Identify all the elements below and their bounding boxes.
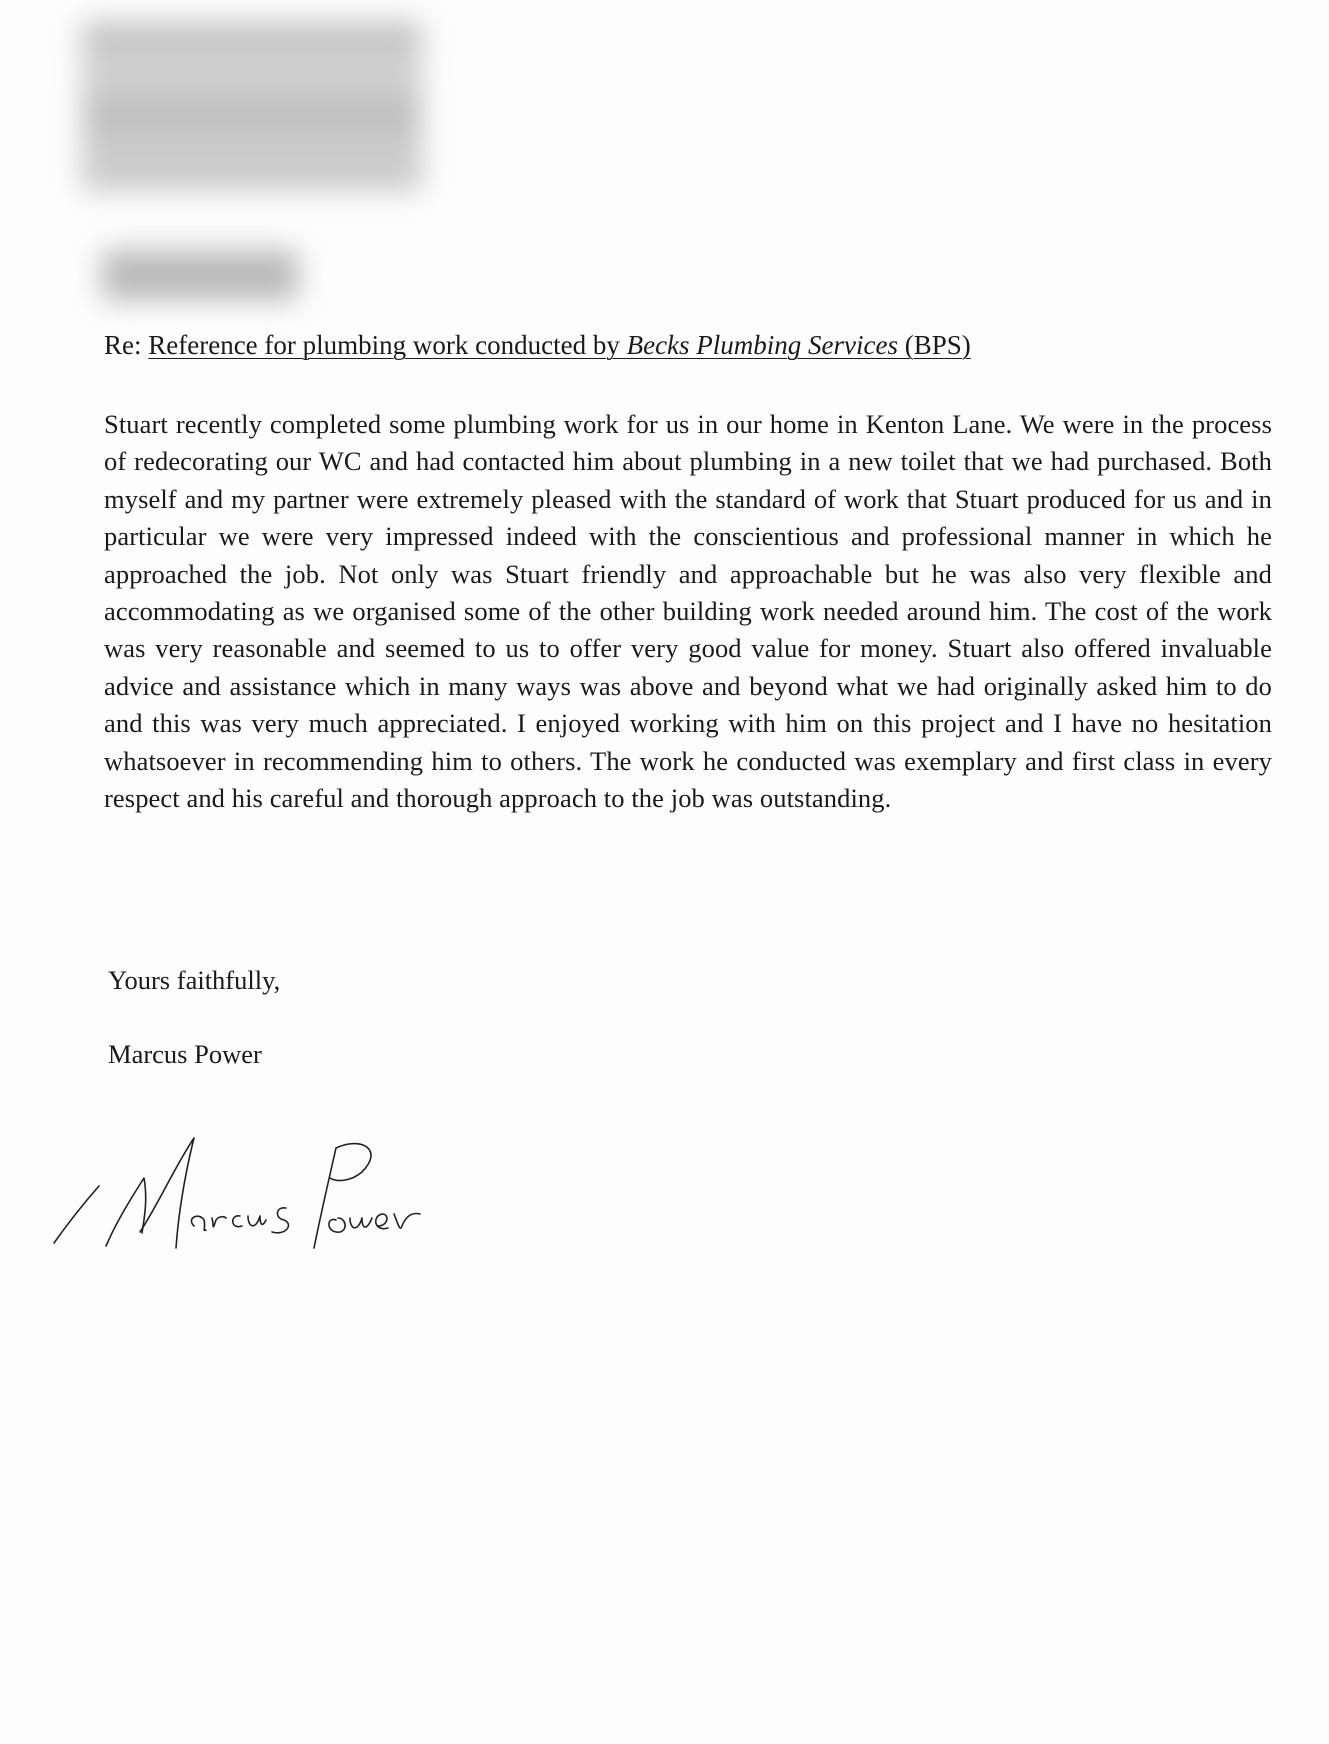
subject-start: Reference for plumbing work conducted by (148, 330, 627, 360)
subject-text (148, 330, 971, 360)
re-prefix: Re: (104, 330, 149, 360)
handwritten-signature (44, 1108, 424, 1258)
signer-name: Marcus Power (108, 1039, 262, 1069)
redacted-address-block (82, 22, 422, 190)
subject-end: (BPS) (898, 330, 971, 360)
subject-line (104, 328, 971, 362)
company-name: Becks Plumbing Services (626, 330, 898, 360)
closing: Yours faithfully, (108, 965, 281, 995)
letter-body: Stuart recently completed some plumbing work for us in our home in Kenton Lane. We were in the process of redecorating our WC and had contacted him about plumbing in a new toilet that we had purchased. Both myself and my partner were extremely pleased with the standard of work that Stuart produced for us and in particular we were very impressed indeed with the conscientious and professional manner in which he approached the job. Not only was Stuart friendly and approachable but he was also very flexible and accommodating as we organised some of the other building work needed around him. The cost of the work was very reasonable and seemed to us to offer very good value for money. Stuart also offered invaluable advice and assistance which in many ways was above and beyond what we had originally asked him to do and this was very much appreciated. I enjoyed working with him on this project and I have no hesitation whatsoever in recommending him to others. The work he conducted was exemplary and first class in every respect and his careful and thorough approach to the job was outstanding. (104, 409, 1272, 814)
redacted-date (102, 250, 298, 300)
